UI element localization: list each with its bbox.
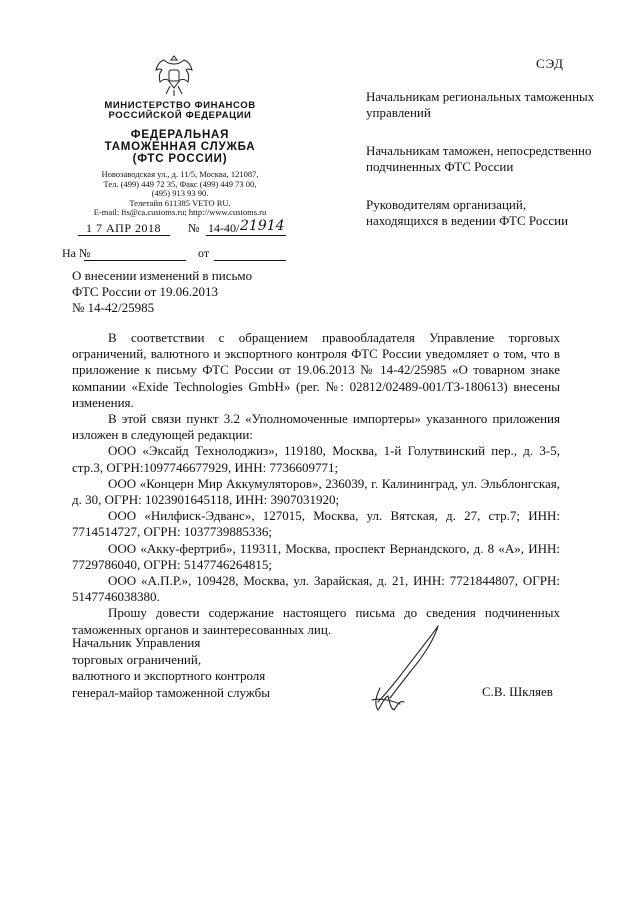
recipient-2: Начальникам таможен, непосредственно подчиненных ФТС России (366, 143, 592, 174)
body-paragraph-2: В этой связи пункт 3.2 «Уполномоченные импортеры» указанного приложения изложен в следующей редакции: (72, 411, 560, 443)
agency-line-1: ФЕДЕРАЛЬНАЯ (130, 129, 230, 141)
contact-email: E-mail: fts@ca.customs.ru; http://www.customs.ru (93, 207, 267, 217)
sed-mark: СЭД (536, 56, 565, 71)
signer-title-line-2: торговых ограничений, (72, 651, 202, 667)
importer-3: ООО «Нилфиск-Эдванс», 127015, Москва, ул. Вятская, д. 27, стр.7; ИНН: 7714514727, ОГРН: 1037739885336; (72, 508, 560, 540)
agency-line-3: (ФТС РОССИИ) (132, 153, 228, 165)
signer-title (72, 635, 312, 701)
importer-5: ООО «А.П.Р.», 109428, Москва, ул. Зарайская, д. 21, ИНН: 7721844807, ОГРН: 5147746038380. (72, 573, 560, 605)
ministry-line-2: РОССИЙСКОЙ ФЕДЕРАЦИИ (108, 110, 252, 121)
ministry-line-1: МИНИСТЕРСТВО ФИНАНСОВ (104, 100, 256, 111)
reply-from-label: от (198, 246, 210, 260)
agency-name (60, 129, 300, 165)
contact-address: Новозаводская ул., д. 11/5, Москва, 121087, (101, 169, 259, 179)
contact-block (52, 170, 308, 218)
signer-title-line-4: генерал-майор таможенной службы (72, 684, 270, 700)
contact-phone-2: (495) 913 93 90. (151, 188, 209, 198)
recipients-block (366, 89, 596, 251)
importer-1: ООО «Эксайд Технолоджиз», 119180, Москва, 1-й Голутвинский пер., д. 3-5, стр.3, ОГРН:1097746677929, ИНН: 7736609771; (72, 443, 560, 475)
body-paragraph-1: В соответствии с обращением правообладателя Управление торговых ограничений, валютного и экспортного контроля ФТС России уведомляет о том, что в приложение к письму ФТС России от 19.06.2013 № 14-42/25985 «О товарном знаке компании «Exide Technologies GmbH» (рег. №: 02812/02489-001/ТЗ-180613) внесены изменения. (72, 330, 560, 410)
signer-title-line-1: Начальник Управления (72, 635, 201, 650)
number-label: № (188, 221, 200, 235)
reply-to-label: На № (62, 246, 91, 260)
body-closing: Прошу довести содержание настоящего письма до сведения подчиненных таможенных органов и заинтересованных лиц. (72, 605, 560, 637)
recipient-3: Руководителям организаций, находящихся в ведении ФТС России (366, 197, 569, 228)
ministry-name (60, 101, 300, 121)
letter-body (72, 330, 560, 638)
letter-number: 14-40/ (208, 221, 240, 235)
subject-line-1: О внесении изменений в письмо (72, 268, 253, 283)
importer-4: ООО «Акку-фертриб», 119311, Москва, проспект Вернандского, д. 8 «А», ИНН: 7729786040, ОГРН: 5147746264815; (72, 540, 560, 572)
agency-line-2: ТАМОЖЕННАЯ СЛУЖБА (104, 141, 256, 153)
reply-to-underline (84, 246, 186, 261)
handwritten-signature (360, 618, 470, 718)
coat-of-arms-icon (152, 52, 196, 98)
importer-2: ООО «Концерн Мир Аккумуляторов», 236039, г. Калининград, ул. Эльблонгская, д. 30, ОГРН: 1023901645118, ИНН: 3907031920; (72, 475, 560, 508)
contact-phone: Тел. (499) 449 72 35, Факс (499) 449 73 00, (103, 178, 257, 189)
signer-title-line-3: валютного и экспортного контроля (72, 668, 266, 683)
letter-date: 1 7 АПР 2018 (86, 221, 162, 235)
recipient-1: Начальникам региональных таможенных управлений (366, 89, 595, 120)
signer-name: С.В. Шкляев (482, 684, 553, 699)
reply-from-underline (214, 246, 286, 261)
letter-subject (72, 268, 322, 316)
subject-line-2: ФТС России от 19.06.2013 (72, 284, 219, 299)
subject-line-3: № 14-42/25985 (72, 300, 155, 315)
contact-teletype: Телетайп 611385 VETO RU. (129, 197, 231, 208)
letter-number-handwritten: 21914 (240, 218, 285, 234)
